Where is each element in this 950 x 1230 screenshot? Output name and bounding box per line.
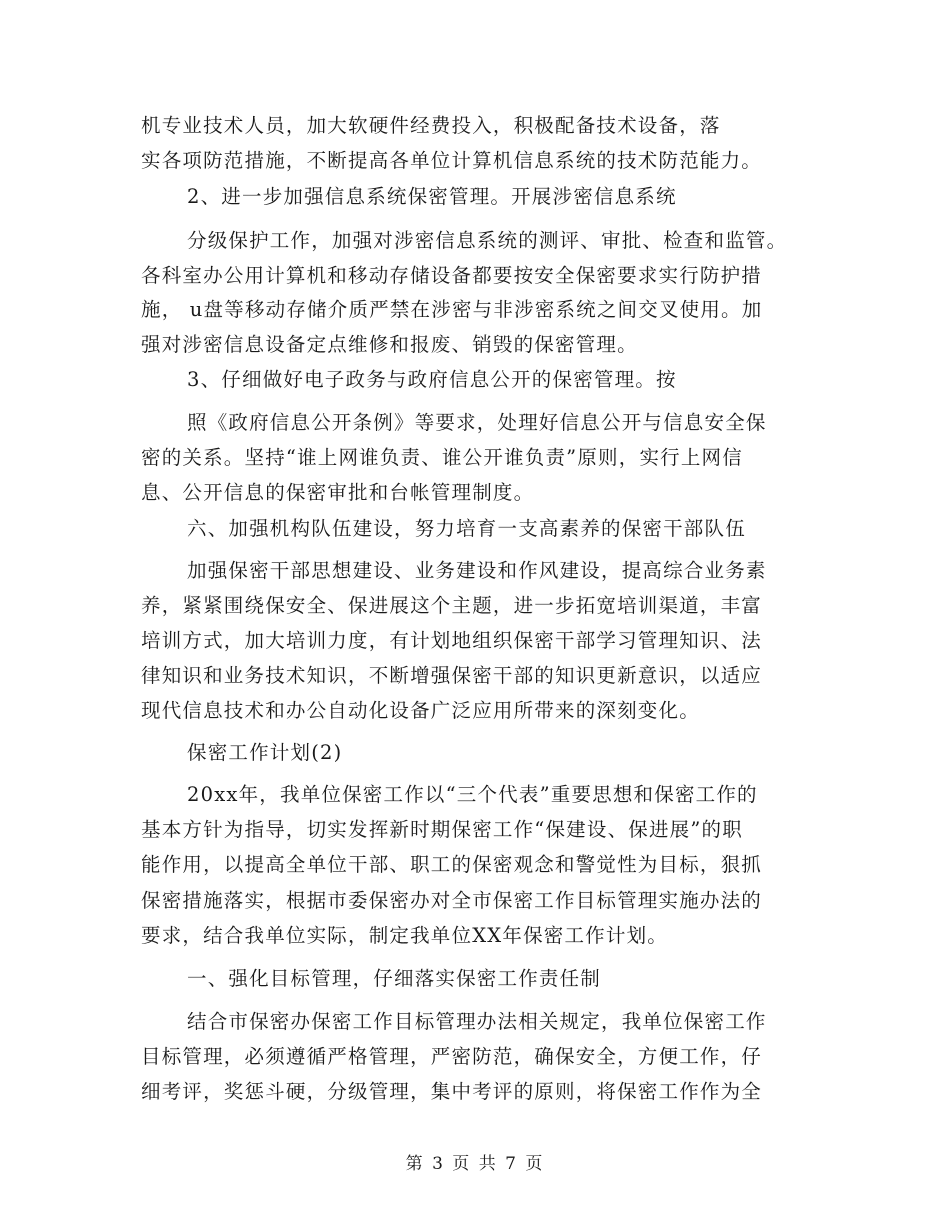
- text-line: 照《政府信息公开条例》等要求，处理好信息公开与信息安全保: [187, 411, 767, 434]
- text-line: 细考评，奖惩斗硬，分级管理，集中考评的原则，将保密工作作为全: [141, 1080, 763, 1103]
- section-heading: 一、强化目标管理，仔细落实保密工作责任制: [187, 967, 602, 990]
- text-line: 密的关系。坚持“谁上网谁负责、谁公开谁负责”原则，实行上网信: [141, 446, 743, 469]
- text-line: 各科室办公用计算机和移动存储设备都要按安全保密要求实行防护措: [141, 264, 763, 287]
- text-line: 2、进一步加强信息系统保密管理。开展涉密信息系统: [187, 185, 677, 208]
- page-number: 第 3 页 共 7 页: [405, 1154, 545, 1174]
- text-line: 培训方式，加大培训力度，有计划地组织保密干部学习管理知识、法: [141, 629, 763, 652]
- text-line: 养，紧紧围绕保安全、保进展这个主题，进一步拓宽培训渠道，丰富: [141, 594, 763, 617]
- text-line: 机专业技术人员，加大软硬件经费投入，积极配备技术设备，落: [141, 114, 721, 137]
- text-line: 强对涉密信息设备定点维修和报废、销毁的保密管理。: [141, 333, 638, 356]
- text-line: 分级保护工作，加强对涉密信息系统的测评、审批、检查和监管。: [187, 229, 788, 252]
- section-heading: 六、加强机构队伍建设，努力培育一支高素养的保密干部队伍: [187, 517, 746, 540]
- text-line: 现代信息技术和办公自动化设备广泛应用所带来的深刻变化。: [141, 699, 700, 722]
- text-line: 要求，结合我单位实际，制定我单位XX年保密工作计划。: [141, 924, 668, 947]
- text-line: 3、仔细做好电子政务与政府信息公开的保密管理。按: [187, 368, 677, 391]
- text-line: 保密措施落实，根据市委保密办对全市保密工作目标管理实施办法的: [141, 889, 763, 912]
- text-line: 加强保密干部思想建设、业务建设和作风建设，提高综合业务素: [187, 559, 767, 582]
- text-line: 律知识和业务技术知识，不断增强保密干部的知识更新意识，以适应: [141, 664, 763, 687]
- text-line: 基本方针为指导，切实发挥新时期保密工作“保建设、保进展”的职: [141, 818, 743, 841]
- text-line: 能作用，以提高全单位干部、职工的保密观念和警觉性为目标，狠抓: [141, 853, 763, 876]
- text-line: 目标管理，必须遵循严格管理，严密防范，确保安全，方便工作，仔: [141, 1045, 763, 1068]
- text-line: 20xx年，我单位保密工作以“三个代表”重要思想和保密工作的: [187, 783, 758, 806]
- text-line: 息、公开信息的保密审批和台帐管理制度。: [141, 481, 535, 504]
- text-line: 结合市保密办保密工作目标管理办法相关规定，我单位保密工作: [187, 1010, 767, 1033]
- text-line: 施， u盘等移动存储介质严禁在涉密与非涉密系统之间交叉使用。加: [141, 298, 763, 321]
- text-line: 实各项防范措施，不断提高各单位计算机信息系统的技术防范能力。: [141, 149, 763, 172]
- document-subtitle: 保密工作计划(2): [187, 741, 343, 764]
